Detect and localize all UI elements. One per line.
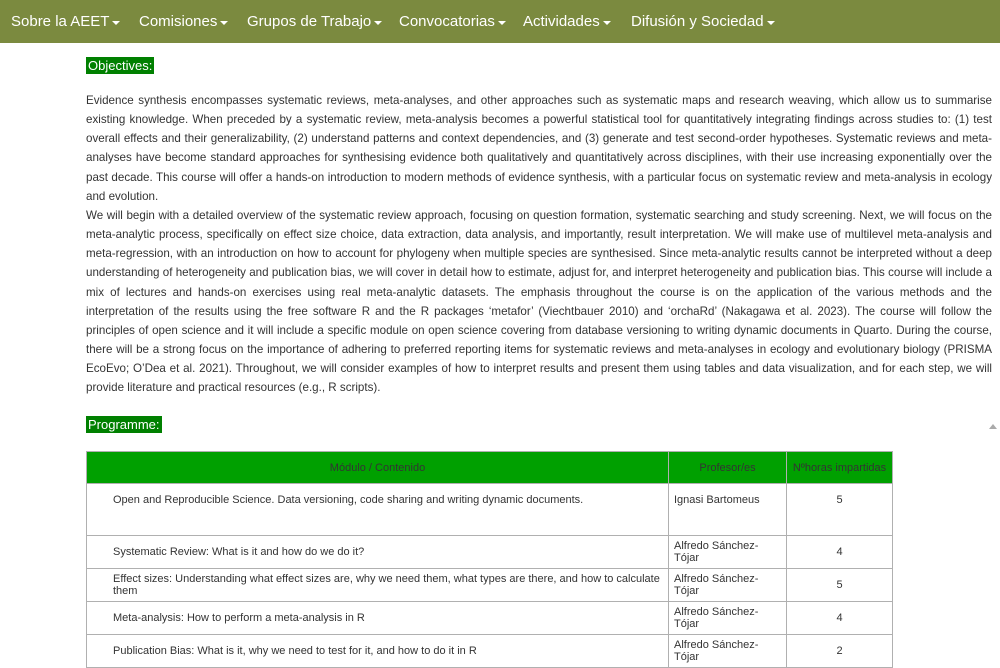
row-content: Open and Reproducible Science. Data versioning, code sharing and writing dynamic documents.: [87, 484, 669, 536]
top-navbar: [0, 0, 1000, 43]
row-hours: 2: [787, 635, 893, 668]
row-content: Meta-analysis: How to perform a meta-analysis in R: [87, 602, 669, 635]
row-teacher: Alfredo Sánchez-Tójar: [669, 536, 787, 569]
row-content: Systematic Review: What is it and how do we do it?: [87, 536, 669, 569]
row-hours: 5: [787, 484, 893, 536]
row-teacher: Alfredo Sánchez-Tójar: [669, 569, 787, 602]
programme-table: [86, 451, 893, 668]
table-row: [87, 484, 893, 536]
caret-down-icon: [220, 21, 228, 25]
nav-label: Comisiones: [139, 13, 218, 30]
objectives-paragraph-2: We will begin with a detailed overview of the systematic review approach, focusing on question formation, systematic searching and study screening. Next, we will focus on the meta-analytic process, specifically on effect size choice, data extraction, data analysis, and importantly, result interpretation. We will make use of multilevel meta-analysis and meta-regression, with an introduction on how to account for phylogeny when multiple species are synthesised. Since meta-analytic results cannot be interpreted without a deep understanding of heterogeneity and publication bias, we will cover in detail how to estimate, adjust for, and interpret heterogeneity and publication bias. This course will include a mix of lectures and hands-on exercises using real meta-analytic datasets. The emphasis throughout the course is on the application of the various methods and the interpretation of the results using the free software R and the R packages ‘metafor’ (Viechtbauer 2010) and ‘orchaRd’ (Nakagawa et al. 2023). The course will follow the principles of open science and it will include a specific module on open science covering from database versioning to writing dynamic documents in Quarto. During the course, there will be a strong focus on the importance of adhering to preferred reporting items for systematic reviews and meta-analyses in ecology and evolutionary biology (PRISMA EcoEvo; O’Dea et al. 2021). Throughout, we will consider examples of how to interpret results and present them using tables and data visualization, and for each step, we will provide literature and practical resources (e.g., R scripts).: [86, 209, 992, 395]
table-row: [87, 569, 893, 602]
row-content: Effect sizes: Understanding what effect sizes are, why we need them, what types are there, and how to calculate them: [87, 569, 669, 602]
nav-actividades[interactable]: [523, 0, 611, 43]
caret-down-icon: [767, 21, 775, 25]
header-profesor: Profesor/es: [669, 452, 787, 484]
row-teacher: Ignasi Bartomeus: [669, 484, 787, 536]
table-row: [87, 536, 893, 569]
row-teacher: Alfredo Sánchez-Tójar: [669, 602, 787, 635]
nav-difusion-y-sociedad[interactable]: [631, 0, 775, 43]
nav-label: Grupos de Trabajo: [247, 13, 372, 30]
nav-grupos-de-trabajo[interactable]: [247, 0, 382, 43]
caret-down-icon: [498, 21, 506, 25]
header-modulo: Módulo / Contenido: [87, 452, 669, 484]
nav-label: Convocatorias: [399, 13, 495, 30]
nav-sobre-la-aeet[interactable]: [11, 0, 120, 43]
caret-down-icon: [374, 21, 382, 25]
objectives-paragraph-1: Evidence synthesis encompasses systematic reviews, meta-analyses, and other approaches such as systematic maps and research weaving, which allow us to summarise existing knowledge. When preceded by a systematic review, meta-analysis becomes a powerful statistical tool for quantitatively integrating findings across studies to: (1) test overall effects and their generalizability, (2) understand patterns and context dependencies, and (3) generate and test second-order hypotheses. Systematic reviews and meta-analyses have become standard approaches for synthesising evidence both qualitatively and quantitatively across disciplines, with their use increasing exponentially over the past decade. This course will offer a hands-on introduction to modern methods of evidence synthesis, with a particular focus on systematic review and meta-analysis in ecology and evolution.: [86, 94, 992, 203]
header-horas: Nºhoras impartidas: [787, 452, 893, 484]
row-content: Publication Bias: What is it, why we need to test for it, and how to do it in R: [87, 635, 669, 668]
nav-convocatorias[interactable]: [399, 0, 506, 43]
table-header-row: [87, 452, 893, 484]
row-hours: 4: [787, 536, 893, 569]
row-hours: 4: [787, 602, 893, 635]
nav-label: Difusión y Sociedad: [631, 13, 764, 30]
row-hours: 5: [787, 569, 893, 602]
caret-down-icon: [112, 21, 120, 25]
nav-comisiones[interactable]: [139, 0, 228, 43]
scroll-up-arrow-icon[interactable]: [989, 424, 997, 429]
caret-down-icon: [603, 21, 611, 25]
nav-label: Actividades: [523, 13, 600, 30]
programme-title: Programme:: [88, 417, 160, 432]
table-row: [87, 635, 893, 668]
objectives-title: Objectives:: [88, 58, 153, 73]
nav-label: Sobre la AEET: [11, 13, 110, 30]
table-row: [87, 602, 893, 635]
row-teacher: Alfredo Sánchez-Tójar: [669, 635, 787, 668]
